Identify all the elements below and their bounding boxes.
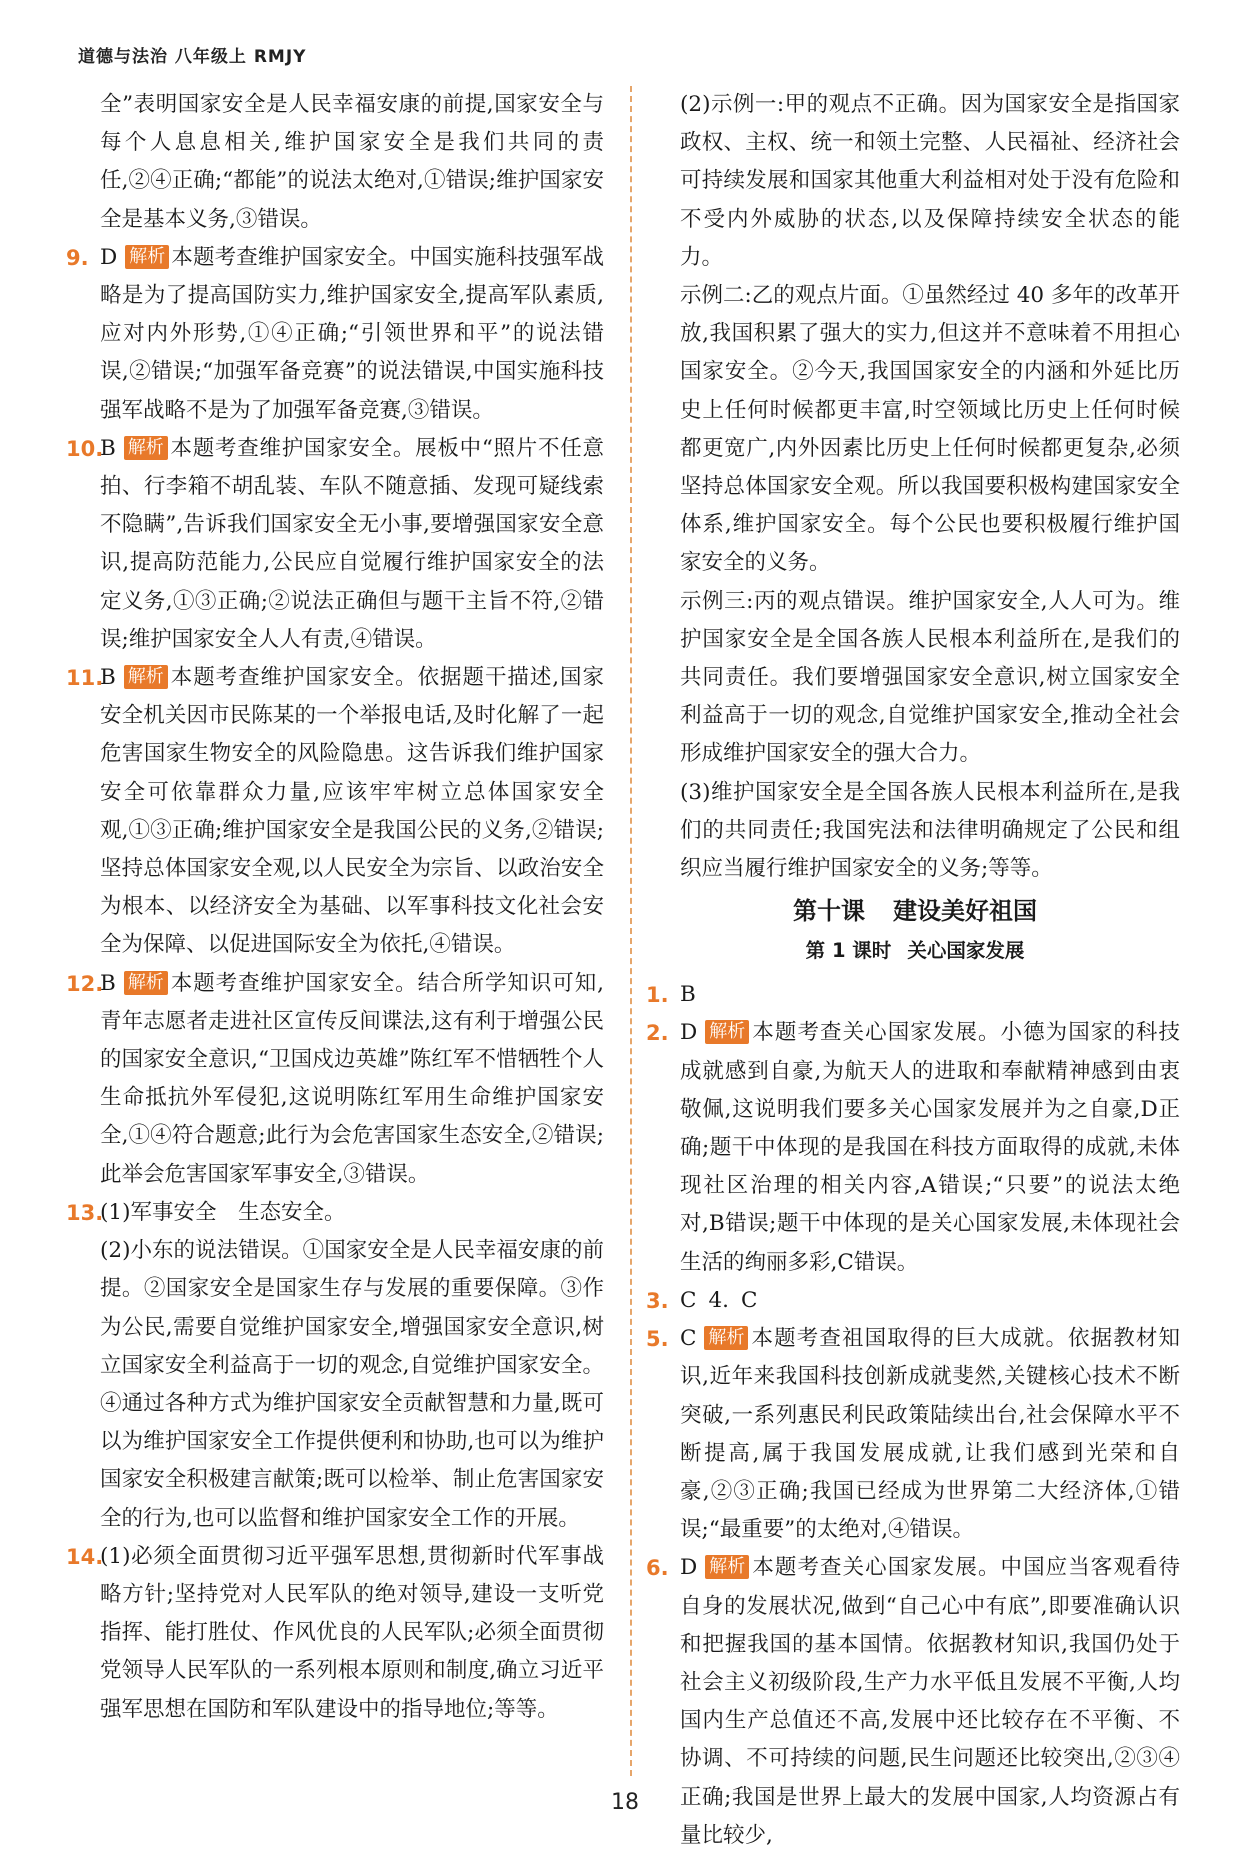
answer-choice: C xyxy=(680,1326,697,1352)
answer-choice: B xyxy=(100,435,116,461)
analysis-tag: 解析 xyxy=(705,1555,749,1579)
question-number: 2. xyxy=(646,1021,669,1046)
answer-item-13 xyxy=(66,1194,604,1538)
answer-part-2: (2)小东的说法错误。①国家安全是人民幸福安康的前提。②国家安全是国家生存与发展的重要保障。③作为公民,需要自觉维护国家安全,增强国家安全意识,树立国家安全利益高于一切的观念,自觉维护国家安全。④通过各种方式为维护国家安全贡献智慧和力量,既可以为维护国家安全工作提供便利和协助,也可以为维护国家安全积极建言献策;既可以检举、制止危害国家安全的行为,也可以监督和维护国家安全工作的开展。 xyxy=(100,1238,604,1531)
question-number: 11. xyxy=(66,666,104,691)
question-number: 5. xyxy=(646,1327,669,1352)
answer-item-14 xyxy=(66,1538,604,1729)
analysis-text: 本题考查维护国家安全。依据题干描述,国家安全机关因市民陈某的一个举报电话,及时化解了一起危害国家生物安全的风险隐患。这告诉我们维护国家安全可依靠群众力量,应该牢牢树立总体国家安全观,①③正确;维护国家安全是我国公民的义务,②错误;坚持总体国家安全观,以人民安全为宗旨、以政治安全为根本、以经济安全为基础、以军事科技文化社会安全为保障、以促进国际安全为依托,④错误。 xyxy=(100,665,604,958)
page-header: 道德与法治 八年级上 RMJY xyxy=(78,47,307,67)
section-heading xyxy=(650,932,1180,970)
question-number: 3. xyxy=(646,1288,669,1313)
question-number: 6. xyxy=(646,1556,669,1581)
section-title: 关心国家发展 xyxy=(907,939,1025,963)
answer-item-9 xyxy=(66,239,604,430)
answer-choice: B xyxy=(100,970,116,996)
question-number: 4. xyxy=(708,1287,729,1313)
left-column xyxy=(66,86,604,1729)
answer-item-2 xyxy=(646,1014,1180,1281)
right-column xyxy=(646,86,1180,1855)
page-number: 18 xyxy=(611,1790,639,1815)
lesson-title: 建设美好祖国 xyxy=(893,897,1037,926)
answer-item-10 xyxy=(66,430,604,659)
analysis-tag: 解析 xyxy=(705,1020,749,1044)
continued-answer-text: 全”表明国家安全是人民幸福安康的前提,国家安全与每个人息息相关,维护国家安全是我们共同的责任,②④正确;“都能”的说法太绝对,①错误;维护国家安全是基本义务,③错误。 xyxy=(100,92,604,232)
analysis-tag: 解析 xyxy=(124,665,168,689)
question-number: 10. xyxy=(66,436,104,461)
answer-item-5 xyxy=(646,1320,1180,1549)
analysis-tag: 解析 xyxy=(124,436,168,460)
answer-choice: B xyxy=(680,982,696,1008)
analysis-text: 本题考查祖国取得的巨大成就。依据教材知识,近年来我国科技创新成就斐然,关键核心技术不断突破,一系列惠民利民政策陆续出台,社会保障水平不断提高,属于我国发展成就,让我们感到光荣和自豪,②③正确;我国已经成为世界第二大经济体,①错误;“最重要”的太绝对,④错误。 xyxy=(680,1326,1180,1543)
column-divider xyxy=(630,86,632,1776)
answer-choice: D xyxy=(680,1555,698,1581)
question-number: 1. xyxy=(646,983,669,1008)
lesson-heading xyxy=(650,890,1180,932)
answer-part-1: (1)必须全面贯彻习近平强军思想,贯彻新时代军事战略方针;坚持党对人民军队的绝对领导,建设一支听党指挥、能打胜仗、作风优良的人民军队;必须全面贯彻党领导人民军队的一系列根本原则和制度,确立习近平强军思想在国防和军队建设中的指导地位;等等。 xyxy=(100,1543,604,1722)
analysis-tag: 解析 xyxy=(124,971,168,995)
answer-item-11 xyxy=(66,659,604,965)
analysis-text: 本题考查关心国家发展。小德为国家的科技成就感到自豪,为航天人的进取和奉献精神感到由衷敬佩,这说明我们要多关心国家发展并为之自豪,D正确;题干中体现的是我国在科技方面取得的成就,未体现社区治理的相关内容,A错误;“只要”的说法太绝对,B错误;题干中体现的是关心国家发展,未体现社会生活的绚丽多彩,C错误。 xyxy=(680,1020,1180,1275)
answer-choice: D xyxy=(100,244,118,270)
answer-choice: C xyxy=(680,1287,697,1313)
question-number: 14. xyxy=(66,1544,104,1569)
answer-items-3-4 xyxy=(646,1282,1180,1320)
answer-item-12 xyxy=(66,965,604,1194)
analysis-tag: 解析 xyxy=(125,245,169,269)
section-label: 第 1 课时 xyxy=(805,939,892,963)
question-number: 9. xyxy=(66,245,89,270)
answer-choice: C xyxy=(740,1287,758,1313)
question-number: 13. xyxy=(66,1200,104,1225)
lesson-label: 第十课 xyxy=(793,897,865,926)
answer-choice: B xyxy=(100,665,116,691)
answer-item-1 xyxy=(646,976,1180,1014)
analysis-text: 本题考查关心国家发展。中国应当客观看待自身的发展状况,做到“自己心中有底”,即要准确认识和把握我国的基本国情。依据教材知识,我国仍处于社会主义初级阶段,生产力水平低且发展不平衡,人均国内生产总值还不高,发展中还比较存在不平衡、不协调、不可持续的问题,民生问题还比较突出,②③④正确;我国是世界上最大的发展中国家,人均资源占有量比较少, xyxy=(680,1555,1180,1848)
answer-part-1: (1)军事安全 生态安全。 xyxy=(100,1199,346,1225)
answer-14-part-2-example-3: 示例三:丙的观点错误。维护国家安全,人人可为。维护国家安全是全国各族人民根本利益所在,是我们的共同责任。我们要增强国家安全意识,树立国家安全利益高于一切的观念,自觉维护国家安全,推动全社会形成维护国家安全的强大合力。 xyxy=(680,588,1180,767)
analysis-text: 本题考查维护国家安全。中国实施科技强军战略是为了提高国防实力,维护国家安全,提高军队素质,应对内外形势,①④正确;“引领世界和平”的说法错误,②错误;“加强军备竞赛”的说法错误,中国实施科技强军战略不是为了加强军备竞赛,③错误。 xyxy=(100,244,604,423)
analysis-text: 本题考查维护国家安全。展板中“照片不任意拍、行李箱不胡乱装、车队不随意插、发现可疑线索不隐瞒”,告诉我们国家安全无小事,要增强国家安全意识,提高防范能力,公民应自觉履行维护国家安全的法定义务,①③正确;②说法正确但与题干主旨不符,②错误;维护国家安全人人有责,④错误。 xyxy=(100,435,604,652)
analysis-tag: 解析 xyxy=(704,1326,748,1350)
answer-14-part-2-example-1: (2)示例一:甲的观点不正确。因为国家安全是指国家政权、主权、统一和领土完整、人民福祉、经济社会可持续发展和国家其他重大利益相对处于没有危险和不受内外威胁的状态,以及保障持续安全状态的能力。 xyxy=(680,92,1180,270)
answer-choice: D xyxy=(680,1020,698,1046)
answer-14-part-2-example-2: 示例二:乙的观点片面。①虽然经过 40 多年的改革开放,我国积累了强大的实力,但这并不意味着不用担心国家安全。②今天,我国国家安全的内涵和外延比历史上任何时候都更丰富,时空领域比历史上任何时候都更宽广,内外因素比历史上任何时候都更复杂,必须坚持总体国家安全观。所以我国要积极构建国家安全体系,维护国家安全。每个公民也要积极履行维护国家安全的义务。 xyxy=(680,283,1180,576)
answer-14-part-3: (3)维护国家安全是全国各族人民根本利益所在,是我们的共同责任;我国宪法和法律明确规定了公民和组织应当履行维护国家安全的义务;等等。 xyxy=(680,779,1180,882)
question-number: 12. xyxy=(66,971,104,996)
analysis-text: 本题考查维护国家安全。结合所学知识可知,青年志愿者走进社区宣传反间谍法,这有利于增强公民的国家安全意识,“卫国戍边英雄”陈红军不惜牺牲个人生命抵抗外军侵犯,这说明陈红军用生命维护国家安全,①④符合题意;此行为会危害国家生态安全,②错误;此举会危害国家军事安全,③错误。 xyxy=(100,970,604,1187)
